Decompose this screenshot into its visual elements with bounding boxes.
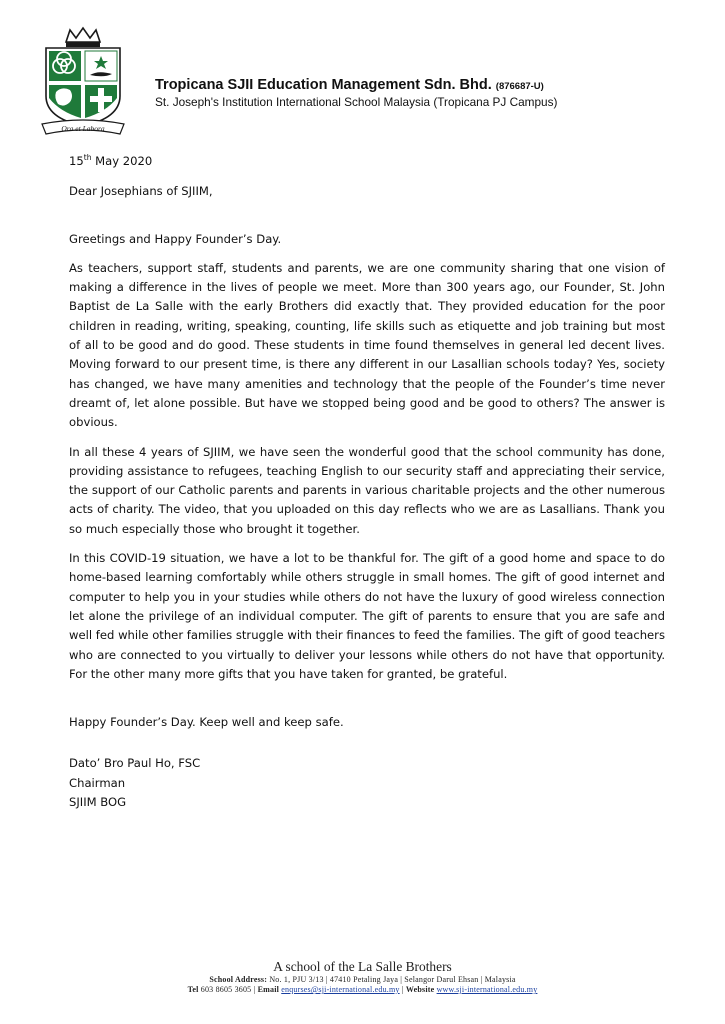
website-link[interactable]: www.sji-international.edu.my	[436, 985, 538, 994]
paragraph-founder-history: As teachers, support staff, students and parents, we are one community sharing that one vision of making a difference in the lives of people we meet. More than 300 years ago, our Founder, St. John Baptist de La Salle with the early Brothers did exactly that. They provided education for the poor children in reading, writing, speaking, counting, life skills such as etiquette and job training but most of all to be good and do good. These students in time found themselves in general led decent lives. Moving forward to our present time, is there any different in our Lasallian schools today? Yes, society has changed, we have many amenities and technology that the people of the Founder’s time never dreamt of, let alone possible. But have we stopped being good and be good to others? The answer is obvious.	[69, 260, 665, 430]
website-label: Website	[405, 985, 435, 994]
salutation: Dear Josephians of SJIIM,	[69, 184, 213, 199]
signature-block	[69, 754, 665, 812]
tel-label: Tel	[187, 985, 199, 994]
address-text: No. 1, PJU 3/13 | 47410 Petaling Jaya | Selangor Darul Ehsan | Malaysia	[267, 975, 516, 984]
signatory-name: Dato’ Bro Paul Ho, FSC	[69, 756, 201, 771]
paragraph-community-good: In all these 4 years of SJIIM, we have seen the wonderful good that the school community has done, providing assistance to refugees, teaching English to our security staff and appreciating their service, the support of our Catholic parents and parents in various charitable projects and the other numerous acts of charity. The video, that you uploaded on this day reflects who we are as Lasallians. Thank you so much especially those who brought it together.	[69, 444, 665, 536]
school-crest-logo	[40, 26, 126, 138]
address-label: School Address:	[209, 975, 268, 984]
crown-icon	[66, 28, 100, 47]
company-name: Tropicana SJII Education Management Sdn. Bhd.	[155, 77, 492, 93]
company-registration: (876687-U)	[495, 81, 544, 92]
footer-contact: Tel 603 8605 3605 | Email enqurses@sji-international.edu.my | Website www.sji-international.edu.my	[187, 985, 538, 994]
closing-line: Happy Founder’s Day. Keep well and keep safe.	[69, 715, 344, 730]
footer-tagline: A school of the La Salle Brothers	[273, 959, 452, 974]
signatory-org: SJIIM BOG	[69, 795, 127, 810]
letterhead	[155, 77, 695, 110]
tel-text: 603 8605 3605 |	[198, 985, 258, 994]
email-link[interactable]: enqurses@sji-international.edu.my	[281, 985, 400, 994]
email-label: Email	[257, 985, 280, 994]
greeting: Greetings and Happy Founder’s Day.	[69, 231, 282, 246]
signatory-title: Chairman	[69, 775, 126, 790]
date-rest: May 2020	[91, 154, 153, 168]
date-day: 15	[69, 154, 84, 168]
paragraph-covid-gratitude: In this COVID-19 situation, we have a lot to be thankful for. The gift of a good home and space to do home-based learning comfortably while others struggle in small homes. The gift of good internet and computer to help you in your studies while others do not have the luxury of good wireless connection let alone the privilege of an individual computer. The gift of parents to ensure that you are safe and well fed while other families struggle with their finances to feed the families. The gift of good teachers who are connected to you virtually to deliver your lessons while others do not have that opportunity. For the other many more gifts that you have taken for granted, be grateful.	[69, 551, 665, 681]
footer-address	[0, 975, 725, 984]
letter-date	[69, 152, 665, 171]
letter-body	[69, 152, 665, 812]
school-name: St. Joseph's Institution International School Malaysia (Tropicana PJ Campus)	[155, 95, 558, 109]
crest-motto: Ora et Labora	[61, 124, 105, 133]
date-suffix: th	[83, 153, 92, 163]
company-name-line	[155, 77, 695, 95]
